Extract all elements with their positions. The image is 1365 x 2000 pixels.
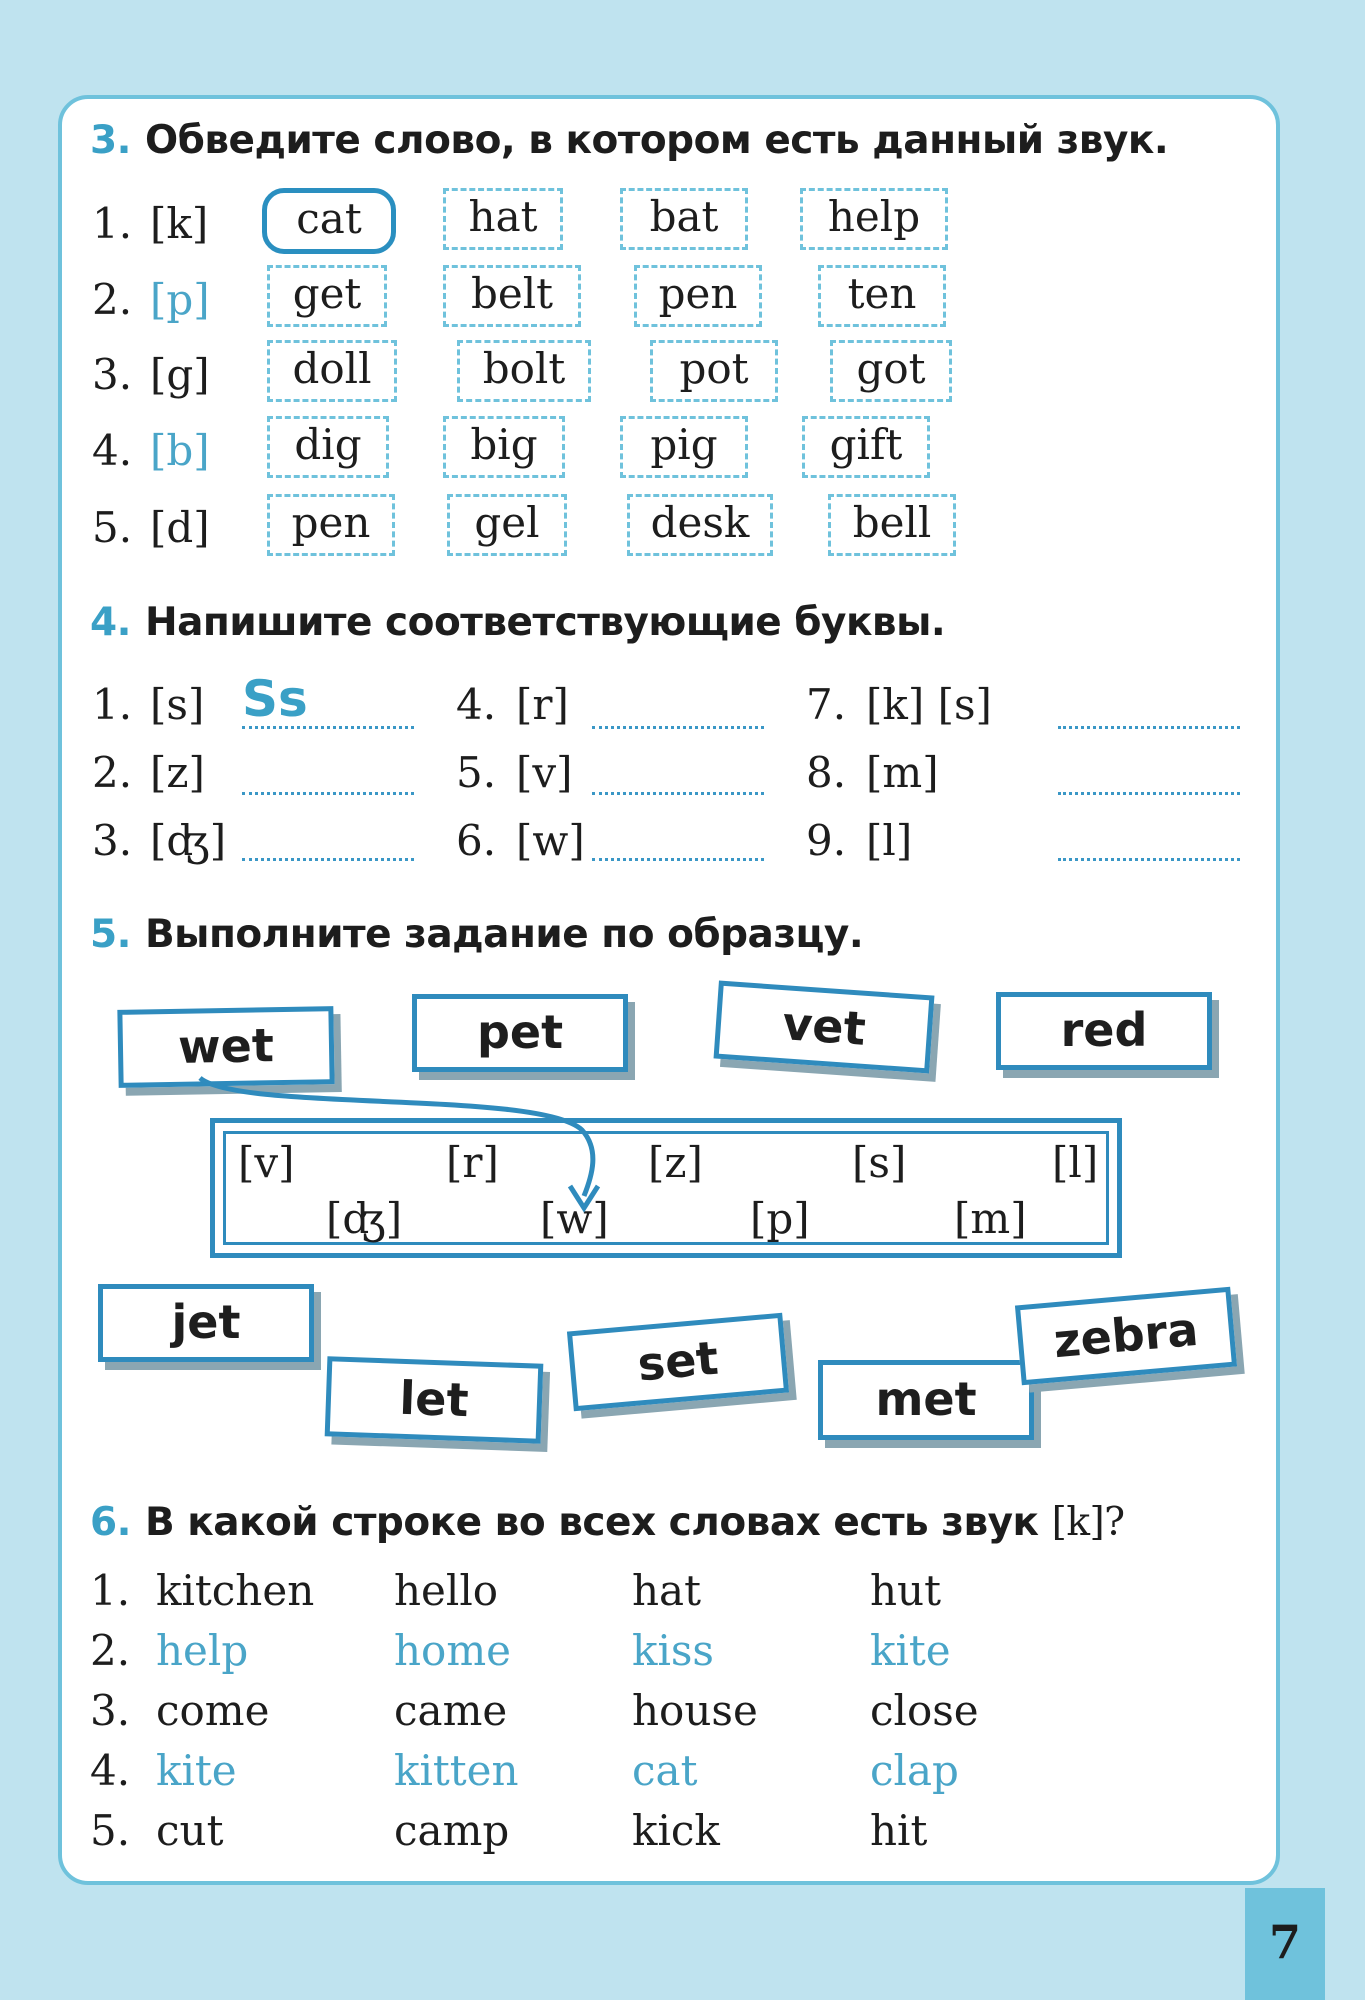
sound-label: [r] (516, 680, 569, 729)
sound-label: [d] (150, 503, 210, 552)
word: hat (632, 1566, 701, 1615)
word-card-jet[interactable]: jet (98, 1284, 314, 1362)
exercise-6-heading (90, 1500, 1125, 1545)
item-number: 5. (456, 748, 497, 797)
row-number[interactable]: 5. (90, 1806, 131, 1855)
item-number: 1. (92, 680, 133, 729)
exercise-title: Напишите соответствующие буквы. (144, 600, 946, 645)
word-option[interactable]: help (800, 188, 948, 250)
sound-label: [p] (150, 275, 210, 324)
sound-symbol[interactable]: [m] (954, 1194, 1027, 1243)
sound-symbol[interactable]: [ʤ] (326, 1194, 403, 1243)
sound-symbol[interactable]: [w] (540, 1194, 609, 1243)
sound-label: [v] (516, 748, 573, 797)
word-option[interactable]: pen (267, 494, 395, 556)
row-number[interactable]: 4. (90, 1746, 131, 1795)
word-option[interactable]: pig (620, 416, 748, 478)
row-number: 2. (92, 275, 133, 324)
sound-label: [l] (866, 816, 913, 865)
sound-label: [w] (516, 816, 585, 865)
word: came (394, 1686, 508, 1735)
sound-label: [m] (866, 748, 939, 797)
exercise-number: 4. (90, 600, 131, 645)
word-option[interactable]: got (830, 340, 952, 402)
word: cut (156, 1806, 224, 1855)
exercise-title: В какой строке во всех словах есть звук (144, 1500, 1039, 1545)
word-option-circled[interactable]: cat (262, 188, 396, 254)
exercise-number: 3. (90, 118, 131, 163)
word: kitchen (156, 1566, 315, 1615)
word-option[interactable]: doll (267, 340, 397, 402)
word-option[interactable]: dig (267, 416, 389, 478)
sound-symbol[interactable]: [v] (238, 1138, 295, 1187)
item-number: 6. (456, 816, 497, 865)
sound-label: [k] (150, 199, 209, 248)
exercise-number: 6. (90, 1500, 131, 1545)
word: come (156, 1686, 270, 1735)
word-option[interactable]: pen (634, 265, 762, 327)
item-number: 7. (806, 680, 847, 729)
sound-label: [b] (150, 426, 210, 475)
word: home (394, 1626, 512, 1675)
word: close (870, 1686, 979, 1735)
word-option[interactable]: bolt (457, 340, 591, 402)
word-card-red[interactable]: red (996, 992, 1212, 1070)
row-number: 5. (92, 503, 133, 552)
word-option[interactable]: belt (443, 265, 581, 327)
row-number[interactable]: 1. (90, 1566, 131, 1615)
word: hit (870, 1806, 928, 1855)
word: hello (394, 1566, 499, 1615)
word-card-pet[interactable]: pet (412, 994, 628, 1072)
sound-symbol[interactable]: [z] (648, 1138, 703, 1187)
word: kitten (394, 1746, 519, 1795)
word: house (632, 1686, 758, 1735)
item-number: 3. (92, 816, 133, 865)
exercise-title: Обведите слово, в котором есть данный звук. (144, 118, 1169, 163)
sound-label: [k] [s] (866, 680, 992, 729)
row-number[interactable]: 3. (90, 1686, 131, 1735)
sound-symbol[interactable]: [s] (852, 1138, 907, 1187)
sample-answer: Ss (242, 670, 308, 728)
word: help (156, 1626, 249, 1675)
word-option[interactable]: hat (443, 188, 563, 250)
word-option[interactable]: bat (620, 188, 748, 250)
sound-symbol[interactable]: [r] (446, 1138, 499, 1187)
word: camp (394, 1806, 510, 1855)
word: kite (870, 1626, 951, 1675)
item-number: 9. (806, 816, 847, 865)
row-number: 3. (92, 350, 133, 399)
sound-label: [z] (150, 748, 205, 797)
exercise-title: Выполните задание по образцу. (144, 912, 864, 957)
word-option[interactable]: gift (802, 416, 930, 478)
word-option[interactable]: get (267, 265, 387, 327)
word: kick (632, 1806, 720, 1855)
word-card-vet[interactable]: vet (714, 981, 935, 1074)
item-number: 2. (92, 748, 133, 797)
word-option[interactable]: big (443, 416, 565, 478)
word: kite (156, 1746, 237, 1795)
sound-symbol[interactable]: [l] (1052, 1138, 1099, 1187)
word: kiss (632, 1626, 714, 1675)
word-card-zebra[interactable]: zebra (1015, 1287, 1237, 1386)
row-number: 1. (92, 199, 133, 248)
sound-symbol[interactable]: [p] (750, 1194, 810, 1243)
word-card-set[interactable]: set (567, 1313, 789, 1412)
sound-label: [ʤ] (150, 816, 227, 865)
word-option[interactable]: gel (447, 494, 567, 556)
exercise-number: 5. (90, 912, 131, 957)
sound-label: [g] (150, 350, 210, 399)
word-card-let[interactable]: let (325, 1356, 544, 1443)
exercise-title-sound: [k]? (1051, 1500, 1125, 1545)
word: hut (870, 1566, 941, 1615)
word: clap (870, 1746, 959, 1795)
item-number: 8. (806, 748, 847, 797)
word-option[interactable]: ten (818, 265, 946, 327)
word-card-met[interactable]: met (818, 1360, 1034, 1440)
page-number: 7 (1245, 1888, 1325, 2000)
word: cat (632, 1746, 698, 1795)
word-option[interactable]: pot (650, 340, 778, 402)
row-number[interactable]: 2. (90, 1626, 131, 1675)
item-number: 4. (456, 680, 497, 729)
row-number: 4. (92, 426, 133, 475)
word-option[interactable]: bell (828, 494, 956, 556)
word-card-wet[interactable]: wet (117, 1006, 334, 1088)
sound-label: [s] (150, 680, 205, 729)
word-option[interactable]: desk (627, 494, 773, 556)
